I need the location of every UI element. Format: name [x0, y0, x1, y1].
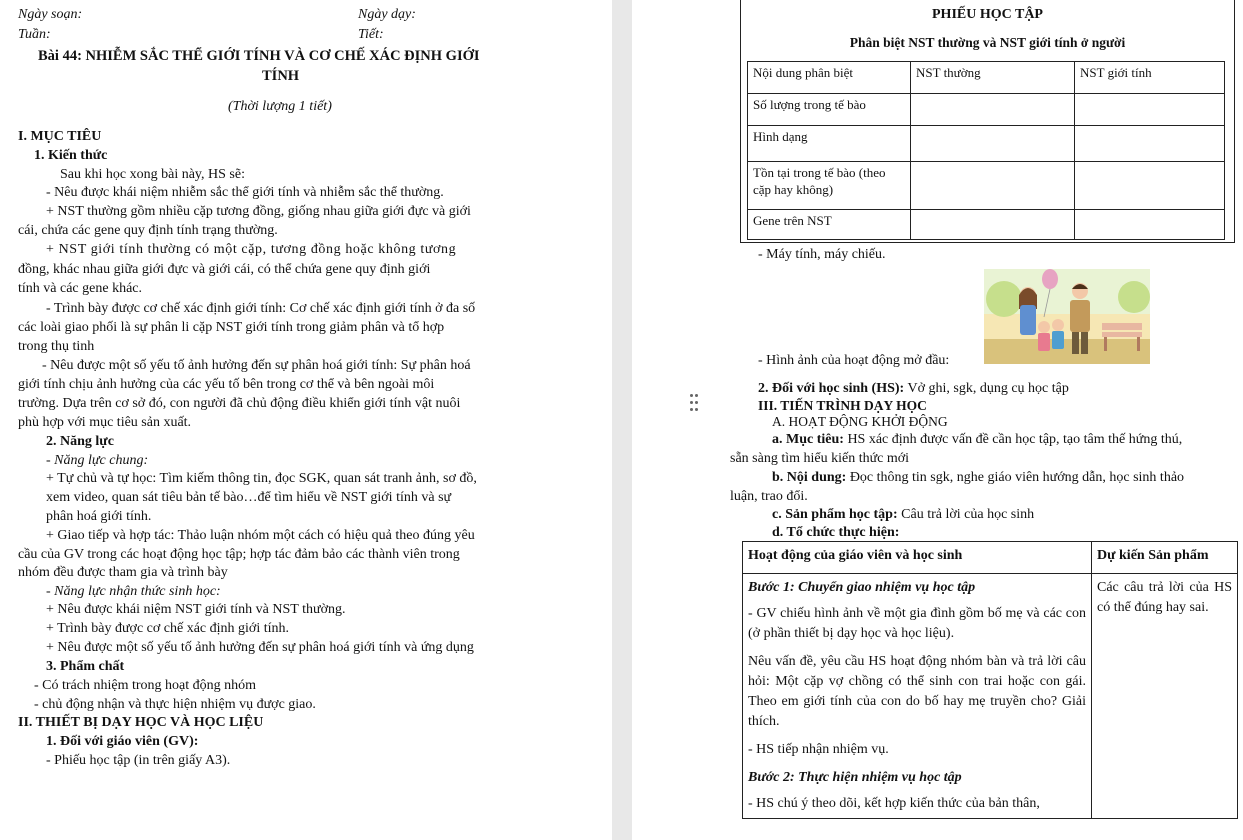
left-document-page	[0, 0, 612, 840]
content-label: b. Nội dung:	[772, 470, 847, 485]
body-line: + Tự chủ và tự học: Tìm kiếm thông tin, đọc SGK, quan sát tranh ảnh, sơ đồ,	[46, 471, 477, 486]
body-line: cái, chứa các gene quy định tính trạng thường.	[18, 223, 278, 238]
body-line: + NST thường gồm nhiều cặp tương đồng, giống nhau giữa giới đực và giới	[46, 204, 471, 219]
table-header-cell: Nội dung phân biệt	[748, 62, 911, 94]
step-heading: Bước 1: Chuyển giao nhiệm vụ học tập	[748, 580, 976, 595]
section-heading: III. TIẾN TRÌNH DẠY HỌC	[758, 398, 927, 413]
table-cell[interactable]	[911, 94, 1075, 126]
equipment-computer: - Máy tính, máy chiếu.	[758, 247, 886, 262]
body-line: - Nêu được khái niệm nhiễm sắc thể giới tính và nhiễm sắc thể thường.	[46, 185, 444, 200]
product-text: Câu trả lời của học sinh	[897, 507, 1035, 522]
body-line: + NST giới tính thường có một cặp, tương đồng hoặc không tương	[46, 242, 457, 257]
family-illustration	[984, 269, 1150, 364]
body-line: các loài giao phối là sự phân li cặp NST giới tính trong giảm phân và tổ hợp	[18, 320, 445, 335]
body-line: nhóm đều được tham gia và trình bày	[18, 565, 228, 580]
activity-step-cell	[743, 574, 1092, 819]
body-line: + Giao tiếp và hợp tác: Thảo luận nhóm một cách có hiệu quả theo đúng yêu	[46, 528, 475, 543]
body-line: phân hoá giới tính.	[46, 509, 152, 524]
body-line: phù hợp với mục tiêu sản xuất.	[18, 415, 192, 430]
period-label: Tiết:	[358, 27, 384, 42]
student-equipment	[758, 380, 1069, 397]
step-paragraph: - HS chú ý theo dõi, kết hợp kiến thức của bản thân,	[748, 796, 1040, 811]
worksheet-table	[747, 61, 1225, 240]
worksheet-box	[740, 0, 1235, 243]
content-text: Đọc thông tin sgk, nghe giáo viên hướng dẫn, học sinh thảo	[846, 470, 1185, 485]
equipment-image: - Hình ảnh của hoạt động mở đầu:	[758, 353, 950, 368]
table-row-label: Hình dạng	[748, 126, 911, 162]
body-line-italic: - Năng lực chung:	[46, 453, 149, 468]
worksheet-title: PHIẾU HỌC TẬP	[932, 7, 1043, 22]
body-line: - Phiếu học tập (in trên giấy A3).	[46, 753, 231, 768]
teach-date-label: Ngày dạy:	[358, 7, 416, 22]
step-paragraph: - HS tiếp nhận nhiệm vụ.	[748, 742, 889, 757]
subsection-heading: 1. Kiến thức	[34, 148, 108, 163]
lesson-duration: (Thời lượng 1 tiết)	[228, 99, 332, 114]
table-cell[interactable]	[911, 210, 1075, 240]
section-heading: I. MỤC TIÊU	[18, 129, 102, 144]
lesson-title-line2: TÍNH	[262, 68, 300, 84]
product-line	[772, 506, 1034, 523]
body-line: + Nêu được một số yếu tố ảnh hưởng đến sự phân hoá giới tính và ứng dụng	[46, 640, 474, 655]
table-cell[interactable]	[1075, 126, 1225, 162]
goal-label: a. Mục tiêu:	[772, 432, 844, 447]
body-line: xem video, quan sát tiêu bản tế bào…để tìm hiểu về NST giới tính và sự	[46, 490, 452, 505]
step-paragraph: Nêu vấn đề, yêu cầu HS hoạt động nhóm bàn và trả lời câu hỏi: Một cặp vợ chồng có thể sinh con trai hoặc con gái. Theo em giới tính của con do bố hay mẹ truyền cho? Giải thích.	[748, 654, 1086, 729]
table-cell[interactable]	[911, 162, 1075, 210]
body-line: Sau khi học xong bài này, HS sẽ:	[60, 167, 245, 182]
goal-line-2: sẵn sàng tìm hiểu kiến thức mới	[730, 451, 910, 466]
content-line-2: luận, trao đổi.	[730, 489, 808, 504]
worksheet-subtitle: Phân biệt NST thường và NST giới tính ở người	[849, 35, 1126, 50]
expected-product-cell: Các câu trả lời của HS có thể đúng hay sai.	[1092, 574, 1238, 819]
prep-date-label: Ngày soạn:	[18, 7, 83, 22]
step-paragraph: - GV chiếu hình ảnh về một gia đình gồm bố mẹ và các con (ở phần thiết bị dạy học và học liệu).	[748, 606, 1086, 641]
body-line: + Trình bày được cơ chế xác định giới tính.	[46, 621, 289, 636]
body-line: tính và các gene khác.	[18, 281, 142, 296]
table-header-cell: NST giới tính	[1075, 62, 1225, 94]
table-row-label: Tồn tại trong tế bào (theo cặp hay không)	[748, 162, 911, 210]
goal-text: HS xác định được vấn đề cần học tập, tạo tâm thế hứng thú,	[843, 432, 1183, 447]
body-line: trong thụ tinh	[18, 339, 95, 354]
body-line: + Nêu được khái niệm NST giới tính và NST thường.	[46, 602, 346, 617]
drag-handle-icon[interactable]	[690, 394, 698, 416]
section-heading: II. THIẾT BỊ DẠY HỌC VÀ HỌC LIỆU	[18, 715, 264, 730]
table-row-label: Số lượng trong tế bào	[748, 94, 911, 126]
content-line	[772, 469, 1184, 486]
table-row-label: Gene trên NST	[748, 210, 911, 240]
subsection-heading: 1. Đối với giáo viên (GV):	[46, 734, 199, 749]
step-heading: Bước 2: Thực hiện nhiệm vụ học tập	[748, 770, 962, 785]
right-document-page	[632, 0, 1243, 840]
subsection-heading: 2. Năng lực	[46, 434, 114, 449]
body-line: giới tính chịu ảnh hưởng của các yếu tố bên trong cơ thể và bên ngoài môi	[18, 377, 435, 392]
table-cell[interactable]	[1075, 210, 1225, 240]
activity-heading: A. HOẠT ĐỘNG KHỞI ĐỘNG	[772, 414, 948, 429]
body-line: trường. Dựa trên cơ sở đó, con người đã chủ động điều khiển giới tính vật nuôi	[18, 396, 461, 411]
body-line: - Có trách nhiệm trong hoạt động nhóm	[34, 678, 257, 693]
body-line: - chủ động nhận và thực hiện nhiệm vụ được giao.	[34, 697, 316, 712]
body-line: - Nêu được một số yếu tố ảnh hưởng đến sự phân hoá giới tính: Sự phân hoá	[42, 358, 471, 373]
body-line: cầu của GV trong các hoạt động học tập; hợp tác đảm bảo các thành viên trong	[18, 547, 460, 562]
table-header-cell: Hoạt động của giáo viên và học sinh	[743, 542, 1092, 574]
lesson-title-line1: Bài 44: NHIỄM SẮC THỂ GIỚI TÍNH VÀ CƠ CHẾ XÁC ĐỊNH GIỚI	[38, 48, 480, 64]
body-line: đồng, khác nhau giữa giới đực và giới cái, có thể chứa gene quy định giới	[18, 262, 431, 277]
body-line-italic: - Năng lực nhận thức sinh học:	[46, 584, 221, 599]
table-cell[interactable]	[1075, 94, 1225, 126]
week-label: Tuần:	[18, 27, 51, 42]
student-equipment-text: Vở ghi, sgk, dụng cụ học tập	[904, 381, 1069, 396]
body-line: - Trình bày được cơ chế xác định giới tính: Cơ chế xác định giới tính ở đa số	[46, 301, 476, 316]
organization-label: d. Tổ chức thực hiện:	[772, 525, 900, 540]
subsection-heading: 3. Phẩm chất	[46, 659, 125, 674]
table-header-cell: NST thường	[911, 62, 1075, 94]
goal-line	[772, 431, 1182, 448]
activity-table	[742, 541, 1238, 819]
product-label: c. Sản phẩm học tập:	[772, 507, 898, 522]
table-cell[interactable]	[911, 126, 1075, 162]
table-cell[interactable]	[1075, 162, 1225, 210]
student-equipment-label: 2. Đối với học sinh (HS):	[758, 381, 905, 396]
table-header-cell: Dự kiến Sản phẩm	[1092, 542, 1238, 574]
